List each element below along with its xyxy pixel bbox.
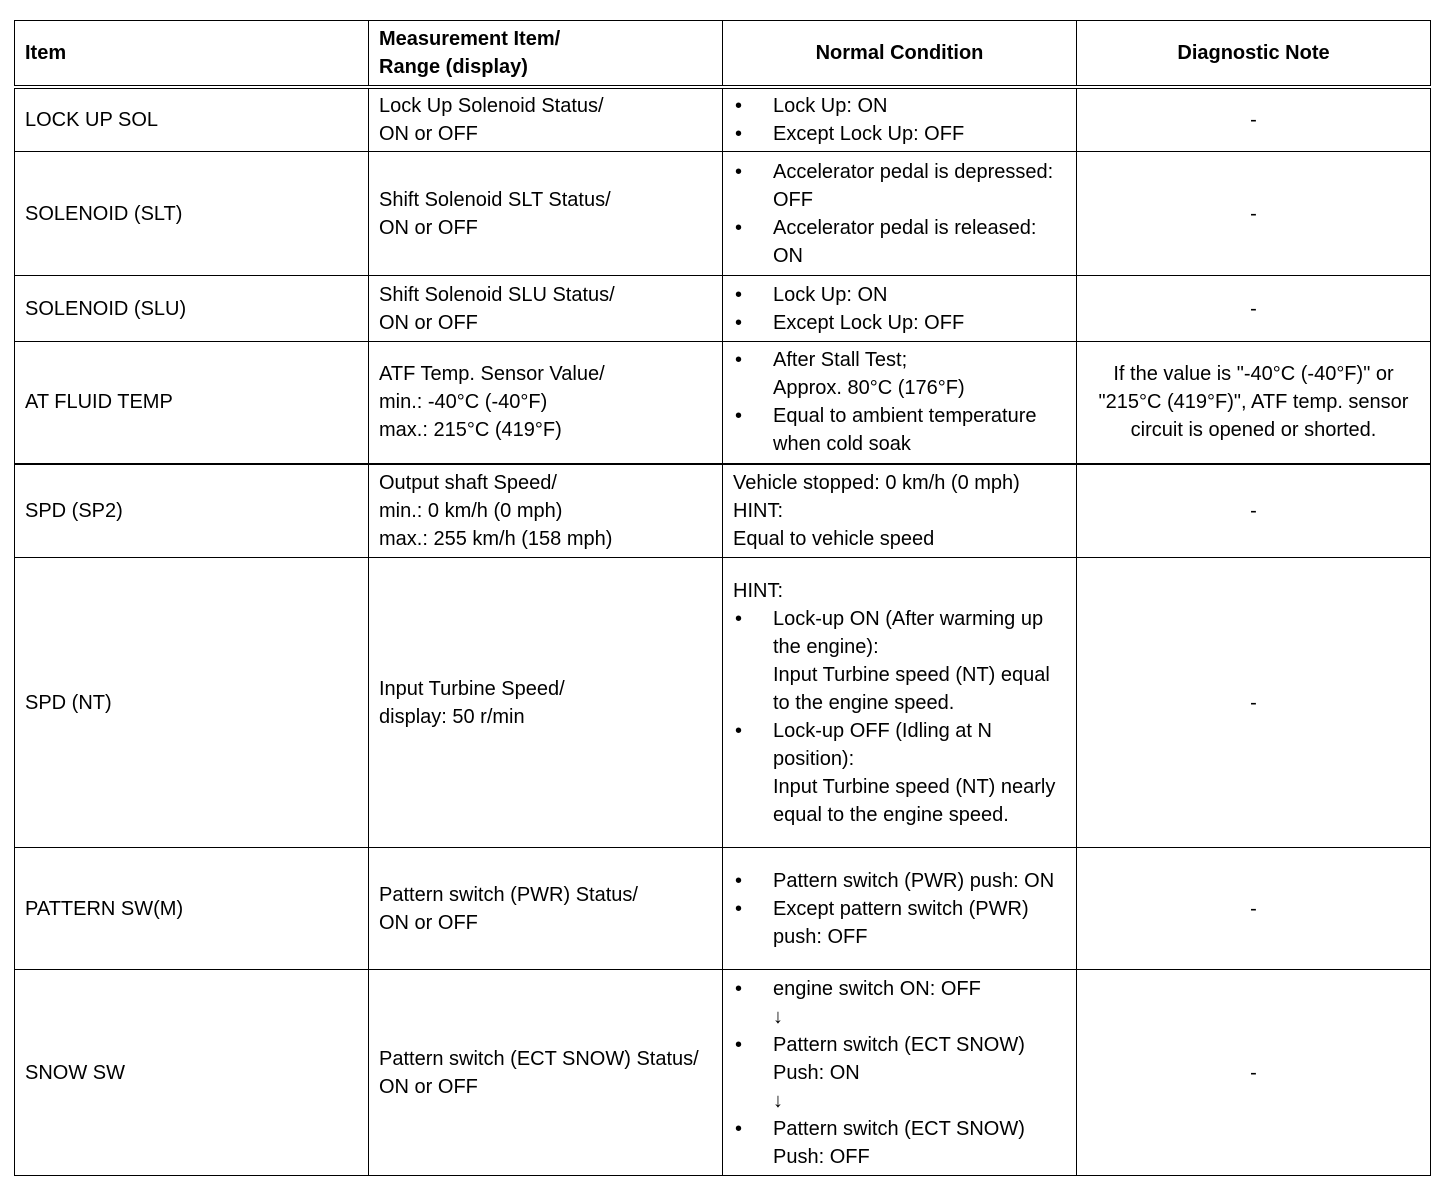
cell-measurement: Lock Up Solenoid Status/ ON or OFF: [369, 87, 723, 152]
condition-bullet: • Accelerator pedal is depressed: OFF: [733, 158, 1066, 214]
condition-bullet: • Pattern switch (ECT SNOW) Push: OFF: [733, 1115, 1066, 1171]
cell-normal-condition: [723, 276, 1077, 342]
down-arrow-icon: ↓: [773, 1089, 783, 1112]
cell-measurement: Output shaft Speed/ min.: 0 km/h (0 mph) max.: 255 km/h (158 mph): [369, 464, 723, 558]
condition-list: [733, 92, 1066, 148]
cell-item: LOCK UP SOL: [15, 87, 369, 152]
header-row: [15, 21, 1431, 88]
cell-item: SOLENOID (SLU): [15, 276, 369, 342]
cell-item: SNOW SW: [15, 970, 369, 1176]
header-measurement: Measurement Item/ Range (display): [369, 21, 723, 88]
cell-item: SPD (NT): [15, 558, 369, 848]
condition-list: [733, 975, 1066, 1171]
condition-bullet: • Accelerator pedal is released: ON: [733, 214, 1066, 270]
cell-diagnostic-note: -: [1077, 848, 1431, 970]
data-list-table-wrapper: [14, 20, 1431, 1176]
table-row: [15, 152, 1431, 276]
table-row: [15, 464, 1431, 558]
condition-bullet: • engine switch ON: OFF: [733, 975, 1066, 1003]
cell-diagnostic-note: -: [1077, 558, 1431, 848]
condition-list: [733, 158, 1066, 270]
cell-item: PATTERN SW(M): [15, 848, 369, 970]
table-body: [15, 87, 1431, 1176]
condition-bullet: • Except pattern switch (PWR) push: OFF: [733, 895, 1066, 951]
cell-item: AT FLUID TEMP: [15, 342, 369, 464]
table-row: [15, 970, 1431, 1176]
condition-bullet: • Pattern switch (PWR) push: ON: [733, 867, 1066, 895]
condition-bullet: • After Stall Test; Approx. 80°C (176°F): [733, 346, 1066, 402]
condition-bullet: • Pattern switch (ECT SNOW) Push: ON: [733, 1031, 1066, 1087]
condition-list: [733, 605, 1066, 829]
condition-list: [733, 281, 1066, 337]
condition-bullet: • Except Lock Up: OFF: [733, 309, 1066, 337]
cell-normal-condition: [723, 342, 1077, 464]
cell-normal-condition: Vehicle stopped: 0 km/h (0 mph) HINT: Equal to vehicle speed: [723, 464, 1077, 558]
cell-normal-condition: [723, 87, 1077, 152]
cell-measurement: Pattern switch (ECT SNOW) Status/ ON or OFF: [369, 970, 723, 1176]
cell-diagnostic-note: -: [1077, 276, 1431, 342]
table-row: [15, 848, 1431, 970]
cell-measurement: Pattern switch (PWR) Status/ ON or OFF: [369, 848, 723, 970]
table-row: [15, 276, 1431, 342]
condition-bullet: • Lock-up ON (After warming up the engine): Input Turbine speed (NT) equal to the engine speed.: [733, 605, 1066, 717]
table-row: [15, 87, 1431, 152]
condition-bullet: • Lock-up OFF (Idling at N position): Input Turbine speed (NT) nearly equal to the engine speed.: [733, 717, 1066, 829]
cell-item: SOLENOID (SLT): [15, 152, 369, 276]
table-row: [15, 342, 1431, 464]
table-row: [15, 558, 1431, 848]
cell-item: SPD (SP2): [15, 464, 369, 558]
cell-diagnostic-note: -: [1077, 87, 1431, 152]
cell-diagnostic-note: -: [1077, 464, 1431, 558]
header-diagnostic-note: Diagnostic Note: [1077, 21, 1431, 88]
cell-diagnostic-note: -: [1077, 970, 1431, 1176]
cell-diagnostic-note: -: [1077, 152, 1431, 276]
down-arrow-icon: ↓: [773, 1005, 783, 1028]
cell-measurement: Shift Solenoid SLU Status/ ON or OFF: [369, 276, 723, 342]
condition-bullet: • Lock Up: ON: [733, 92, 1066, 120]
header-item: Item: [15, 21, 369, 88]
header-normal-condition: Normal Condition: [723, 21, 1077, 88]
cell-normal-condition: [723, 848, 1077, 970]
hint-label: HINT:: [733, 579, 783, 602]
condition-list: [733, 867, 1066, 951]
condition-bullet: • Lock Up: ON: [733, 281, 1066, 309]
condition-bullet: • Equal to ambient temperature when cold soak: [733, 402, 1066, 458]
cell-measurement: Shift Solenoid SLT Status/ ON or OFF: [369, 152, 723, 276]
cell-normal-condition: [723, 558, 1077, 848]
cell-normal-condition: [723, 152, 1077, 276]
condition-list: [733, 346, 1066, 458]
cell-measurement: Input Turbine Speed/ display: 50 r/min: [369, 558, 723, 848]
cell-normal-condition: [723, 970, 1077, 1176]
cell-measurement: ATF Temp. Sensor Value/ min.: -40°C (-40°F) max.: 215°C (419°F): [369, 342, 723, 464]
data-list-table: [14, 20, 1431, 1176]
cell-diagnostic-note: If the value is "-40°C (-40°F)" or "215°C (419°F)", ATF temp. sensor circuit is opened or shorted.: [1077, 342, 1431, 464]
condition-bullet: • Except Lock Up: OFF: [733, 120, 1066, 148]
